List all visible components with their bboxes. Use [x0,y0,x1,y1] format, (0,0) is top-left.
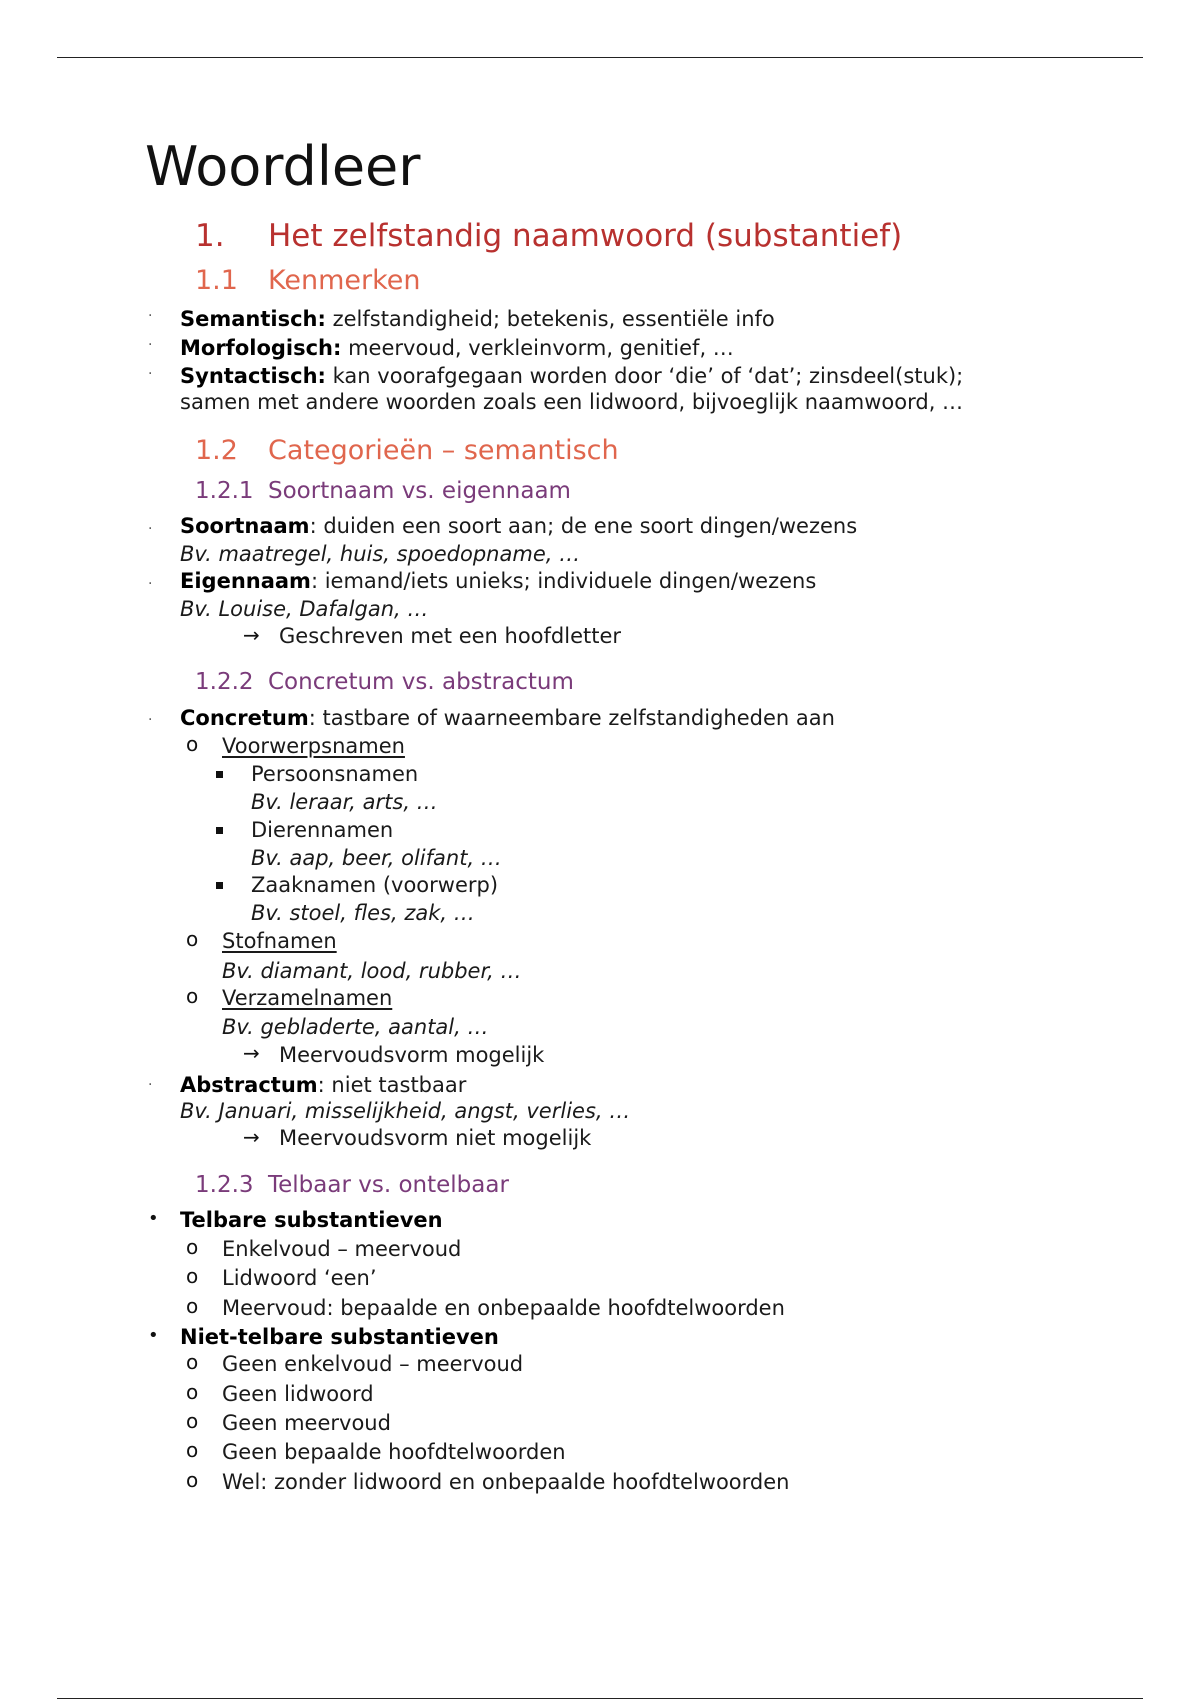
persoonsnamen-example: Bv. leraar, arts, … [251,790,438,814]
verzamelnamen-note: Meervoudsvorm mogelijk [279,1043,545,1067]
o-bullet: o [186,1438,199,1462]
telbaar-item: Enkelvoud – meervoud [222,1237,462,1261]
o-bullet: o [186,1235,199,1259]
o-bullet: o [186,1294,199,1318]
section-1-1-number: 1.1 [195,265,238,296]
section-1-number: 1. [195,218,225,254]
dierennamen-example: Bv. aap, beer, olifant, … [251,846,502,870]
niet-telbaar-item: Geen enkelvoud – meervoud [222,1352,524,1376]
kenmerk-morfologisch: Morfologisch: meervoud, verkleinvorm, genitief, … [180,336,734,360]
o-bullet: o [186,732,199,756]
abstractum-example: Bv. Januari, misselijkheid, angst, verlies, … [180,1099,631,1123]
section-1-2-2-heading: Concretum vs. abstractum [268,669,574,695]
concretum-def: Concretum: tastbare of waarneembare zelfstandigheden aan [180,706,835,730]
bullet: • [148,1208,159,1229]
zaaknamen-label: Zaaknamen (voorwerp) [251,873,499,897]
bullet: · [148,1077,153,1093]
bullet: • [148,1325,159,1346]
square-bullet-icon [216,771,223,778]
eigennaam-def: Eigennaam: iemand/iets unieks; individuele dingen/wezens [180,569,817,593]
eigennaam-example: Bv. Louise, Dafalgan, … [180,597,429,621]
o-bullet: o [186,927,199,951]
kenmerk-syntactisch: Syntactisch: kan voorafgegaan worden door ‘die’ of ‘dat’; zinsdeel(stuk); [180,364,964,388]
o-bullet: o [186,1350,199,1374]
verzamelnamen-label: Verzamelnamen [222,986,393,1010]
niet-telbaar-item: Geen bepaalde hoofdtelwoorden [222,1440,566,1464]
soortnaam-example: Bv. maatregel, huis, spoedopname, … [180,542,581,566]
eigennaam-note: Geschreven met een hoofdletter [279,624,622,648]
soortnaam-def: Soortnaam: duiden een soort aan; de ene soort dingen/wezens [180,514,858,538]
bullet: · [148,712,153,728]
arrow-icon: → [243,1041,260,1065]
section-1-1-heading: Kenmerken [268,265,421,296]
bullet: · [148,308,153,324]
o-bullet: o [186,1468,199,1492]
section-1-2-heading: Categorieën – semantisch [268,435,619,466]
bullet: · [148,366,153,382]
bullet: · [148,576,153,592]
voorwerpsnamen-label: Voorwerpsnamen [222,734,405,758]
o-bullet: o [186,984,199,1008]
square-bullet-icon [216,827,223,834]
kenmerk-syntactisch-cont: samen met andere woorden zoals een lidwoord, bijvoeglijk naamwoord, … [180,390,964,414]
telbaar-item: Lidwoord ‘een’ [222,1266,377,1290]
bullet: · [148,521,153,537]
abstractum-def: Abstractum: niet tastbaar [180,1073,467,1097]
page-title: Woordleer [145,135,421,198]
bullet: · [148,337,153,353]
verzamelnamen-example: Bv. gebladerte, aantal, … [222,1015,489,1039]
section-1-2-3-number: 1.2.3 [195,1172,254,1198]
telbaar-item: Meervoud: bepaalde en onbepaalde hoofdtelwoorden [222,1296,785,1320]
section-1-2-number: 1.2 [195,435,238,466]
dierennamen-label: Dierennamen [251,818,394,842]
section-1-2-2-number: 1.2.2 [195,669,254,695]
abstractum-note: Meervoudsvorm niet mogelijk [279,1126,592,1150]
section-1-2-1-heading: Soortnaam vs. eigennaam [268,478,571,504]
section-1-2-3-heading: Telbaar vs. ontelbaar [268,1172,509,1198]
arrow-icon: → [243,623,260,647]
arrow-icon: → [243,1125,260,1149]
o-bullet: o [186,1264,199,1288]
kenmerk-semantisch: Semantisch: zelfstandigheid; betekenis, essentiële info [180,307,775,331]
square-bullet-icon [216,882,223,889]
stofnamen-example: Bv. diamant, lood, rubber, … [222,959,522,983]
niet-telbaar-label: Niet-telbare substantieven [180,1325,499,1349]
section-1-heading: Het zelfstandig naamwoord (substantief) [268,218,903,254]
bottom-rule [57,1698,1143,1699]
zaaknamen-example: Bv. stoel, fles, zak, … [251,901,475,925]
top-rule [57,57,1143,58]
telbaar-label: Telbare substantieven [180,1208,443,1232]
o-bullet: o [186,1380,199,1404]
persoonsnamen-label: Persoonsnamen [251,762,419,786]
niet-telbaar-item: Geen meervoud [222,1411,391,1435]
stofnamen-label: Stofnamen [222,929,337,953]
section-1-2-1-number: 1.2.1 [195,478,254,504]
niet-telbaar-item: Wel: zonder lidwoord en onbepaalde hoofdtelwoorden [222,1470,790,1494]
niet-telbaar-item: Geen lidwoord [222,1382,374,1406]
o-bullet: o [186,1409,199,1433]
